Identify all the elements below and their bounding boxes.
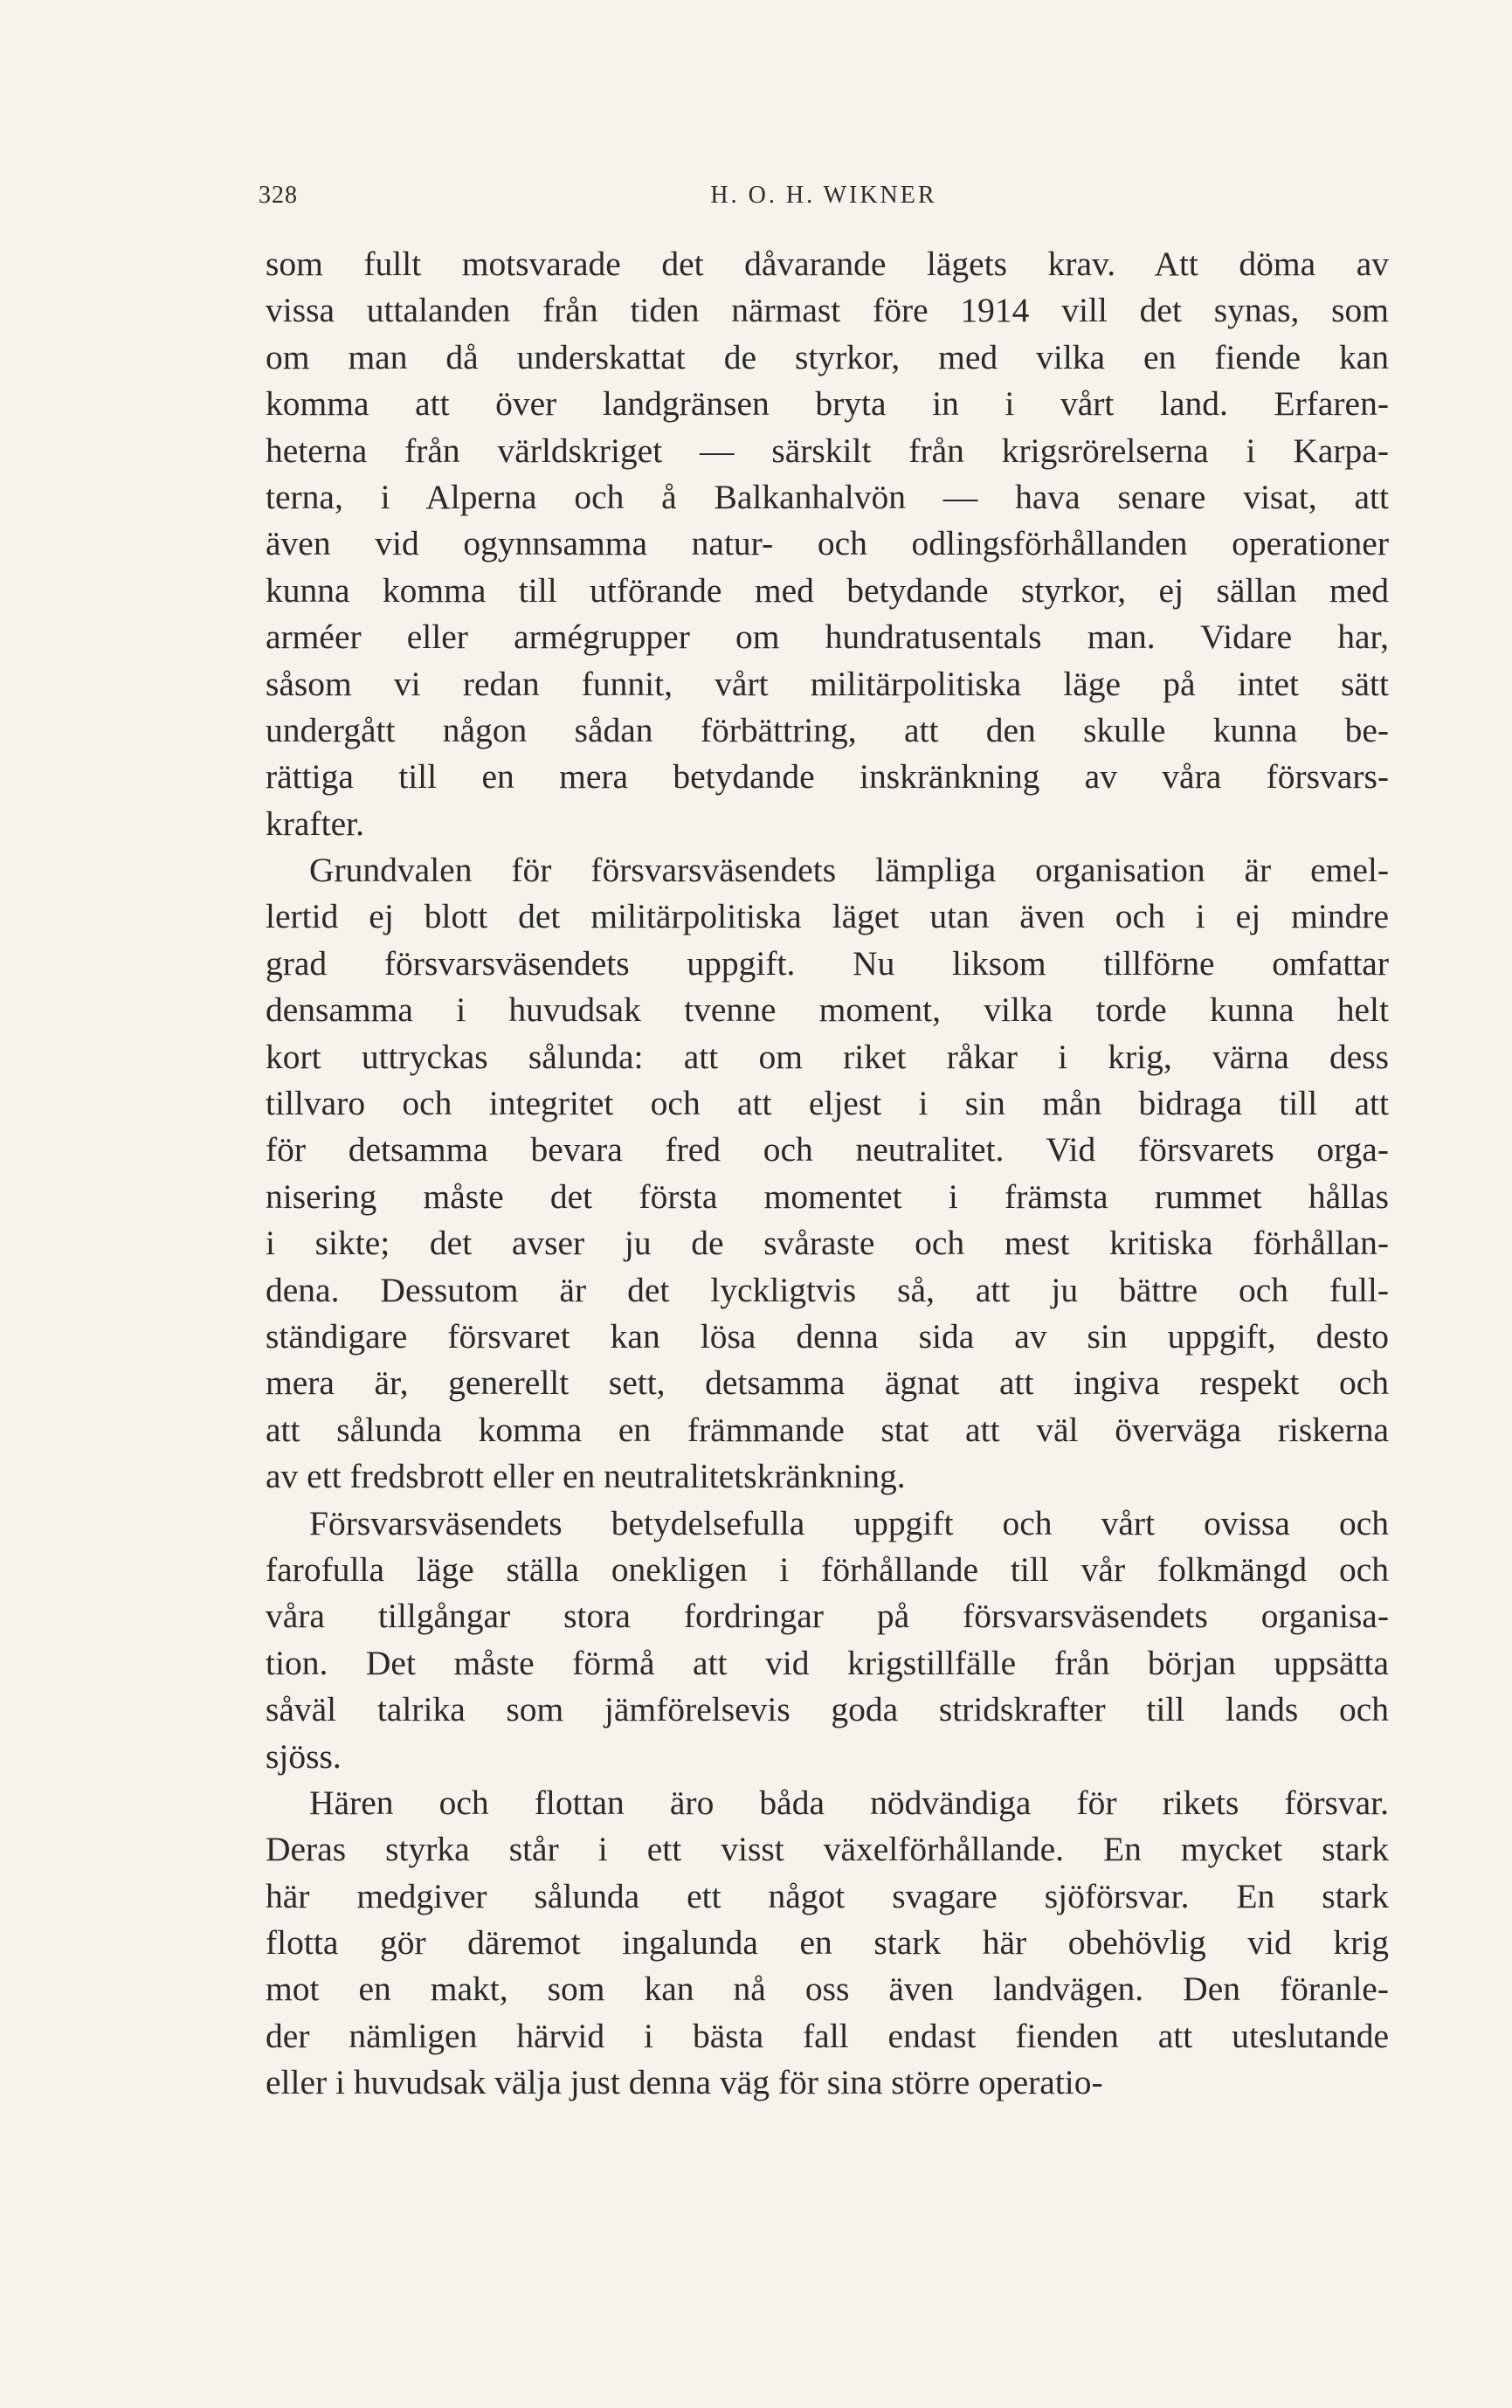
text-line: flotta gör däremot ingalunda en stark här obehövlig vid krig: [266, 1923, 1389, 1963]
text-line: kort uttryckas sålunda: att om riket råkar i krig, värna dess: [266, 1037, 1389, 1076]
text-line: av ett fredsbrott eller en neutralitetskränkning.: [266, 1457, 906, 1496]
text-line: tillvaro och integritet och att eljest i sin mån bidraga till att: [266, 1084, 1389, 1123]
text-line: våra tillgångar stora fordringar på försvarsväsendets organisa-: [266, 1597, 1389, 1636]
text-line: ständigare försvaret kan lösa denna sida av sin uppgift, desto: [266, 1316, 1389, 1356]
text-line: vissa uttalanden från tiden närmast före 1914 vill det synas, som: [266, 291, 1389, 330]
body-text: [266, 241, 1389, 2107]
text-line: för detsamma bevara fred och neutralitet. Vid försvarets orga-: [266, 1130, 1389, 1170]
text-line: tion. Det måste förmå att vid krigstillfälle från början uppsätta: [266, 1643, 1389, 1682]
text-line: här medgiver sålunda ett något svagare sjöförsvar. En stark: [266, 1876, 1389, 1915]
text-line: nisering måste det första momentet i främsta rummet hållas: [266, 1176, 1389, 1216]
text-line: såsom vi redan funnit, vårt militärpolitiska läge på intet sätt: [266, 664, 1389, 703]
text-line: lertid ej blott det militärpolitiska läget utan även och i ej mindre: [266, 897, 1389, 936]
paragraph: [266, 847, 1389, 1500]
text-line: Deras styrka står i ett visst växelförhållande. En mycket stark: [266, 1830, 1389, 1869]
text-line: om man då underskattat de styrkor, med vilka en fiende kan: [266, 337, 1389, 376]
text-line: krafter.: [266, 804, 364, 843]
text-line: i sikte; det avser ju de svåraste och mest kritiska förhållan-: [266, 1224, 1389, 1263]
text-line: mot en makt, som kan nå oss även landvägen. Den föranle-: [266, 1970, 1389, 2009]
text-line: kunna komma till utförande med betydande styrkor, ej sällan med: [266, 570, 1389, 610]
text-line: att sålunda komma en främmande stat att väl överväga riskerna: [266, 1410, 1389, 1449]
text-line: heterna från världskriget — särskilt från krigsrörelserna i Karpa-: [266, 431, 1389, 470]
text-line: der nämligen härvid i bästa fall endast fienden att uteslutande: [266, 2016, 1389, 2055]
text-line: densamma i huvudsak tvenne moment, vilka torde kunna helt: [266, 990, 1389, 1030]
text-line: såväl talrika som jämförelsevis goda stridskrafter till lands och: [266, 1690, 1389, 1729]
text-line: dena. Dessutom är det lyckligtvis så, att ju bättre och full-: [266, 1270, 1389, 1309]
paragraph: [266, 241, 1389, 847]
text-line: arméer eller armégrupper om hundratusentals man. Vidare har,: [266, 618, 1389, 657]
running-head: H. O. H. WIKNER: [710, 182, 937, 209]
text-line: farofulla läge ställa onekligen i förhållande till vår folkmängd och: [266, 1549, 1389, 1589]
text-line: Grundvalen för försvarsväsendets lämpliga organisation är emel-: [309, 851, 1389, 890]
text-line: rättiga till en mera betydande inskränkning av våra försvars-: [266, 757, 1389, 797]
text-line: Hären och flottan äro båda nödvändiga för rikets försvar.: [309, 1783, 1389, 1822]
text-line: eller i huvudsak välja just denna väg för sina större operatio-: [266, 2063, 1103, 2102]
paragraph: [266, 1501, 1389, 1780]
paragraph: [266, 1780, 1389, 2107]
text-line: mera är, generellt sett, detsamma ägnat att ingiva respekt och: [266, 1363, 1389, 1403]
text-line: även vid ogynnsamma natur- och odlingsförhållanden operationer: [266, 524, 1389, 563]
text-line: Försvarsväsendets betydelsefulla uppgift och vårt ovissa och: [309, 1503, 1389, 1542]
text-line: undergått någon sådan förbättring, att den skulle kunna be-: [266, 710, 1389, 749]
text-line: sjöss.: [266, 1736, 342, 1776]
text-line: som fullt motsvarade det dåvarande lägets krav. Att döma av: [266, 245, 1389, 283]
text-line: terna, i Alperna och å Balkanhalvön — hava senare visat, att: [266, 477, 1389, 516]
text-line: grad försvarsväsendets uppgift. Nu liksom tillförne omfattar: [266, 943, 1389, 983]
text-line: komma att över landgränsen bryta in i vårt land. Erfaren-: [266, 384, 1389, 424]
page-header: [259, 182, 1389, 217]
page-number: 328: [259, 182, 298, 209]
